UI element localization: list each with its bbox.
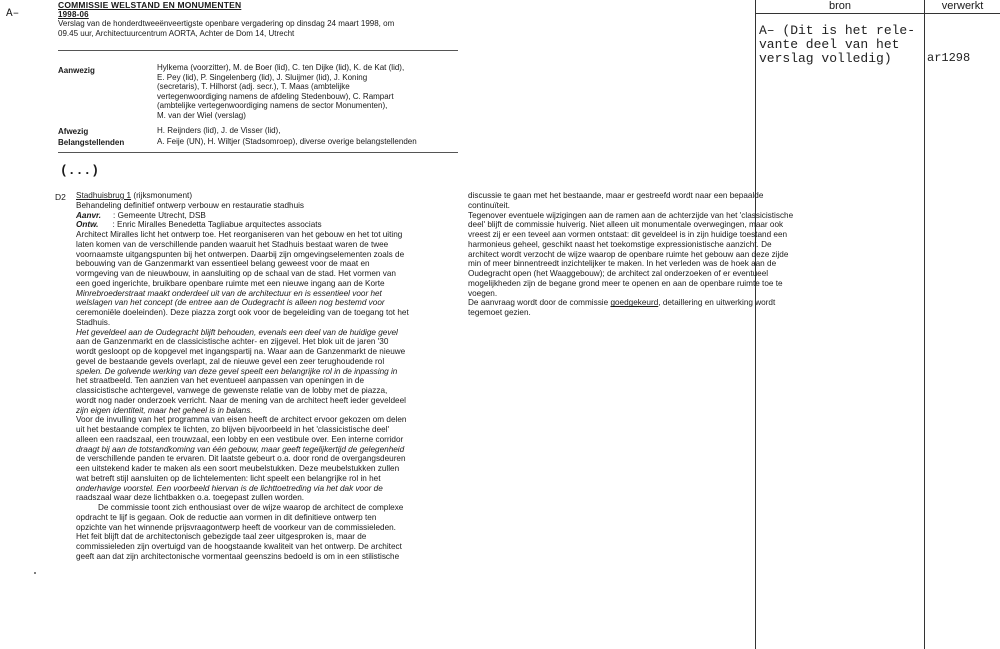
report-line: gevel de bestaande gevels overlapt, zal de nieuwe gevel een zeer terughoudende rol: [76, 356, 385, 366]
report-line: Minrebroederstraat maakt onderdeel uit van de architectuur en is essentieel voor het: [76, 288, 382, 298]
report-line: spelen. De golvende werking van deze gevel speelt een belangrijke rol in de inpassing in: [76, 366, 398, 376]
report-line: uit het bestaande complex te lichten, zo blijven bijvoorbeeld in het 'classicistische deel': [76, 425, 390, 434]
report-line: discussie te gaan met het bestaande, maar er gestreefd wordt naar een bepaalde: [468, 191, 764, 200]
report-line: wat betreft stijl aansluiten op de lichtelementen: licht speelt een belangrijke rol in het: [76, 473, 381, 483]
report-line: wordt gesloopt op de kopgevel met ingangspartij na. Waar aan de Ganzenmarkt de nieuwe: [76, 347, 406, 356]
report-line: continuïteit.: [468, 200, 510, 210]
report-line: aan de Ganzenmarkt en de classicistische achter- en zijgevel. Het blok uit de jaren '30: [76, 337, 389, 347]
report-line: voornaamste uitgangspunten bij het ontwerpen. Daarbij zijn omgevingselementen zoals de: [76, 249, 405, 259]
applicant-label: Aanvr.: [76, 210, 102, 220]
report-line: commissieleden zijn overtuigd van de hoogstaande kwaliteit van het ontwerp. De architect: [76, 542, 402, 551]
report-line: wordt nog nader onderzoek verricht. Naar de mening van de architect heeft ieder geveldeel: [76, 395, 406, 405]
source-note-line: vante deel van het: [759, 37, 900, 52]
report-line: een goed ingerichte, bruikbare openbare ruimte met een nieuwe ingang aan de Korte: [76, 278, 385, 288]
report-line: min of meer binnentreedt inzichtelijker te maken. In het verleden was de hoek aan de: [468, 259, 777, 269]
report-line: alleen een raadszaal, een trouwzaal, een lobby en een vestibule over. Een interne corridor: [76, 434, 404, 444]
report-line: zijn eigen identiteit, maar het geheel is in balans.: [76, 405, 253, 415]
report-line: Het feit blijft dat de architectonisch gebezigde taal zeer uitgesproken is, maar de: [76, 532, 367, 542]
scan-speck: [34, 572, 36, 574]
document-title: COMMISSIE WELSTAND EN MONUMENTEN: [58, 0, 242, 10]
report-line: De commissie toont zich enthousiast over de wijze waarop de architect de complexe: [98, 503, 404, 512]
archive-reference: ar1298: [927, 51, 971, 65]
item-title-suffix: (rijksmonument): [131, 191, 193, 200]
report-line: Voor de invulling van het programma van eisen heeft de architect ervoor gekozen om delen: [76, 415, 407, 425]
report-right-column: [468, 191, 848, 318]
absent-list: H. Reijnders (lid), J. de Visser (lid),: [157, 126, 281, 135]
report-line: een uitstekend kader te maken als een soort meubelstukken. Deze meubelstukken zullen: [76, 464, 400, 473]
report-line: draagt bij aan de totstandkoming van één gebouw, maar geeft tegelijkertijd de gelegenheid: [76, 444, 405, 454]
report-line: geeft aan dat zijn architectonische vormentaal geenszins bedoeld is om in een stilistische: [76, 551, 400, 561]
stakeholders-label: Belangstellenden: [58, 138, 125, 147]
report-line: mogelijkheden zijn de begane grond meer te openen en aan de openbare ruimte toe te: [468, 278, 783, 288]
report-line: de verschillende panden te ervaren. Dit laatste gebeurt o.a. door rond de overgangsdeuren: [76, 454, 406, 464]
report-line: opzichte van het winnende prijsvraagontwerp heeft de voorkeur van de commissieleden.: [76, 522, 396, 532]
item-number: D2: [55, 192, 66, 202]
applicant-value: : Gemeente Utrecht, DSB: [113, 210, 206, 220]
present-line: vertegenwoordiging namens de afdeling Stedenbouw), C. Rampart: [157, 91, 394, 101]
present-list: [157, 63, 404, 121]
report-line: architect wordt verzocht de wijze waarop de openbare ruimte het gebouw aan deze zijde: [468, 249, 789, 259]
report-line: tegemoet gezien.: [468, 308, 531, 317]
report-line: harmonieus geheel, geschikt naast het toekomstige expressionistische aanzicht. De: [468, 239, 772, 249]
absent-label: Afwezig: [58, 127, 89, 136]
present-line: (ambtelijke vertegenwoordiging namens de sector Monumenten),: [157, 101, 388, 111]
report-line: vormgeving van de nieuwbouw, in aansluiting op de schaal van de stad. Het vormen van: [76, 269, 396, 278]
report-line: ceremoniële doeleinden). Deze piazza zorgt ook voor de begeleiding van de toegang tot het: [76, 308, 409, 317]
source-note: [759, 24, 915, 66]
design-label: Ontw.: [76, 220, 99, 230]
approval-pre: De aanvraag wordt door de commissie: [468, 298, 611, 308]
approval-line: [468, 298, 848, 308]
report-line: deel' blijft de commissie huiverig. Niet alleen uit monumentale overwegingen, maar ook: [468, 220, 784, 230]
report-line: welslagen van het concept (de entree aan de Oudegracht is alleen nog bestemd voor: [76, 298, 385, 308]
approval-word: goedgekeurd: [610, 298, 659, 308]
report-line: Stadhuis.: [76, 317, 111, 327]
present-line: E. Pey (lid), P. Singelenberg (lid), J. Sluijmer (lid), J. Koning: [157, 72, 368, 82]
report-line: classicistische achtergevel, vanwege de gewenste relatie van de lobby met de piazza,: [76, 386, 388, 395]
approval-post: , detaillering en uitwerking wordt: [658, 298, 776, 308]
report-line: laten komen van de verschillende panden waaruit het Stadhuis bestaat waren de twee: [76, 239, 389, 249]
source-note-line: A– (Dit is het rele-: [759, 23, 916, 38]
report-line: opdracht te lijf is gegaan. Ook de reductie aan vormen in dit definitieve ontwerp ten: [76, 512, 377, 522]
attendance-rule: [58, 152, 458, 153]
omission-mark: (...): [60, 163, 100, 178]
report-line: bebouwing van de Ganzenmarkt van essentieel belang geweest voor de maat en: [76, 259, 370, 269]
item-title: Stadhuisbrug 1: [76, 191, 132, 200]
margin-mark: A–: [6, 8, 20, 20]
column-header-source: bron: [828, 0, 852, 12]
report-line: het straatbeeld. Ten aanzien van het eventueel aanpassen van openingen in de: [76, 376, 365, 386]
report-line: Tegenover eventuele wijzigingen aan de ramen aan de achterzijde van het 'classicistische: [468, 210, 794, 220]
item-header: [76, 191, 456, 230]
report-line: onderhavige voorstel. Een voorbeeld hiervan is de lichttoetreding via het dak voor de: [76, 483, 383, 493]
report-line: raadszaal waar deze lichtbakken o.a. toegepast zullen worden.: [76, 493, 305, 503]
report-line: Architect Miralles licht het ontwerp toe. Het reorganiseren van het gebouw en het tot uiting: [76, 230, 403, 239]
present-line: M. van der Wiel (verslag): [157, 110, 246, 120]
meeting-info-line: 09.45 uur, Architectuurcentrum AORTA, Achter de Dom 14, Utrecht: [58, 28, 295, 38]
report-line: Het geveldeel aan de Oudegracht blijft behouden, evenals een deel van de huidige gevel: [76, 327, 398, 337]
source-note-line: verslag volledig): [759, 51, 892, 66]
report-line: vreest zij er een teveel aan vormen ontstaat: dit geveldeel is in zijn huidige toestand een: [468, 230, 788, 239]
present-line: (secretaris), T. Hilhorst (adj. secr.), T. Maas (ambtelijke: [157, 82, 350, 92]
document-code: 1998-06: [58, 10, 89, 19]
report-line: Oudegracht open (het Waaggebouw); de architect zal onderzoeken of er eventueel: [468, 269, 769, 278]
report-left-column: [76, 230, 456, 562]
table-header-rule: [755, 13, 1000, 14]
header-rule: [58, 50, 458, 51]
stakeholders-list: A. Feije (UN), H. Wiltjer (Stadsomroep), diverse overige belangstellenden: [157, 137, 417, 146]
table-border-middle: [924, 0, 925, 649]
item-subtitle: Behandeling definitief ontwerp verbouw en restauratie stadhuis: [76, 200, 305, 210]
report-line: voegen.: [468, 288, 498, 298]
meeting-info-line: Verslag van de honderdtweeënveertigste openbare vergadering op dinsdag 24 maart 1998, om: [58, 19, 395, 28]
column-header-processed: verwerkt: [941, 0, 984, 12]
table-border-left: [755, 0, 756, 649]
present-line: Hylkema (voorzitter), M. de Boer (lid), C. ten Dijke (lid), K. de Kat (lid),: [157, 63, 405, 72]
design-value: : Enric Miralles Benedetta Tagliabue arquitectes associats: [112, 220, 322, 230]
document-header: [58, 0, 458, 38]
present-label: Aanwezig: [58, 66, 95, 75]
